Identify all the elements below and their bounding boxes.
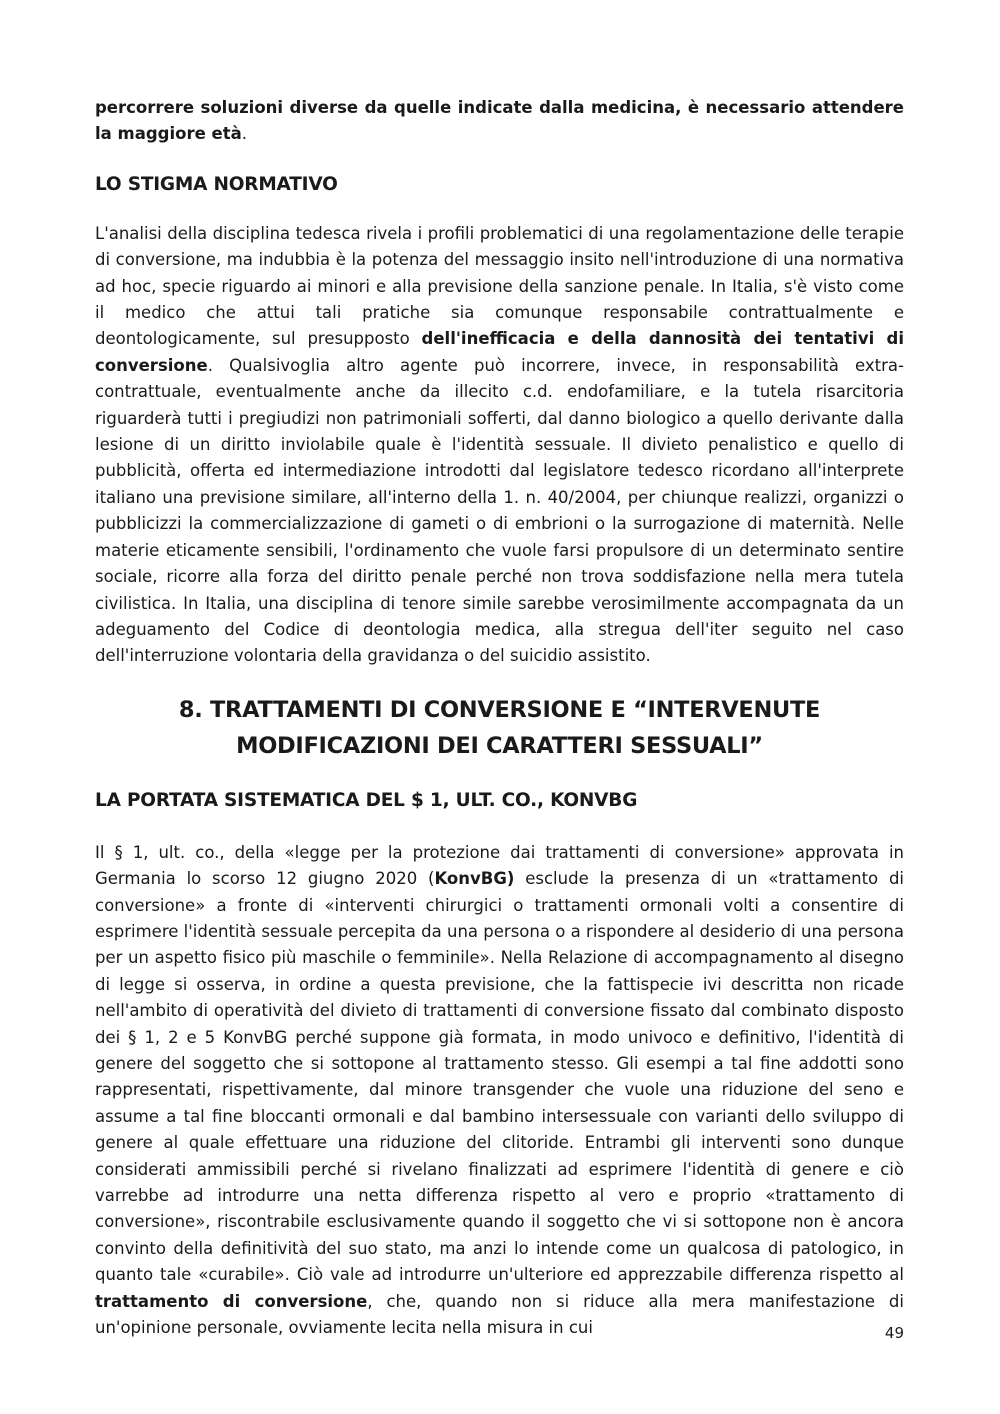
section-heading-konvbg: LA PORTATA SISTEMATICA DEL $ 1, ULT. CO., KONVBG — [95, 789, 638, 811]
emphasis-text: dell'inefficacia e della dannosità dei tentativi di conversione — [95, 329, 904, 375]
paragraph-stigma — [95, 221, 904, 670]
paragraph-text: Il § 1, ult. co., della «legge per la protezione dai trattamenti di conversione» approvata in Germania lo scorso 12 giugno 2020 ( — [95, 842, 904, 889]
paragraph-text: esclude la presenza di un «trattamento di conversione» a fronte di «interventi chirurgici o trattamenti ormonali volti a consentire di esprimere l'identità sessuale percepita da una persona o a rispondere al desiderio di una persona per un aspetto fisico più maschile o femminile». Nella Relazione di accompagnamento al disegno di legge si osserva, in ordine a questa previsione, che la fattispecie ivi descritta non ricade nell'ambito di operatività del divieto di trattamenti di conversione fissato dal combinato disposto dei § 1, 2 e 5 KonvBG perché suppone già formata, in modo univoco e definitivo, l'identità di genere del soggetto che si sottopone al trattamento stesso. Gli esempi a tal fine addotti sono rappresentati, rispettivamente, dal minore transgender che vuole una riduzione del seno e assume a tal fine bloccanti ormonali e dal bambino intersessuale con varianti dello sviluppo di genere al quale effettuare una riduzione del clitoride. Entrambi gli interventi sono dunque considerati ammissibili perché si rivelano finalizzati ad esprimere l'identità di genere e ciò varrebbe ad introdurre una netta differenza rispetto al vero e proprio «trattamento di conversione», riscontrabile esclusivamente quando il soggetto che vi si sottopone non è ancora convinto della definitività del suo stato, ma anzi lo intende come un qualcosa di patologico, in quanto tale «curabile». Ciò vale ad introdurre un'ulteriore ed apprezzabile differenza rispetto al — [95, 869, 904, 1285]
emphasis-text: KonvBG) — [434, 869, 515, 889]
paragraph-text: . Qualsivoglia altro agente può incorrere, invece, in responsabilità extra-contrattuale, eventualmente anche da illecito c.d. endofamiliare, e la tutela risarcitoria riguarderà tutti i pregiudizi non patrimoniali sofferti, dal danno biologico a quello derivante dalla lesione di un diritto inviolabile quale è l'identità sessuale. Il divieto penalistico e quello di pubblicità, offerta ed intermediazione introdotti dal legislatore tedesco ricordano all'interprete italiano una previsione similare, all'interno della 1. n. 40/2004, per chiunque realizzi, organizzi o pubblicizzi la commercializzazione di gameti o di embrioni o la surrogazione di maternità. Nelle materie eticamente sensibili, l'ordinamento che vuole farsi propulsore di un determinato sentire sociale, ricorre alla forza del diritto penale perché non trova soddisfazione nella mera tutela civilistica. In Italia, una disciplina di tenore simile sarebbe verosimilmente accompagnata da un adeguamento del Codice di deontologia medica, alla stregua dell'iter seguito nel caso dell'interruzione volontaria della gravidanza o del suicidio assistito. — [95, 355, 904, 666]
chapter-title-line1: 8. TRATTAMENTI DI CONVERSIONE E “INTERVENUTE — [178, 696, 821, 723]
section-heading-stigma: LO STIGMA NORMATIVO — [95, 173, 338, 195]
chapter-title-line2: MODIFICAZIONI DEI CARATTERI SESSUALI” — [236, 732, 763, 759]
emphasis-text: trattamento di conversione — [95, 1291, 368, 1311]
intro-end: . — [241, 124, 248, 144]
paragraph-text: , che, quando non si riduce alla mera manifestazione di un'opinione personale, ovviamente lecita nella misura in cui — [95, 1291, 904, 1338]
paragraph-konvbg — [95, 840, 904, 1342]
intro-bold-text: percorrere soluzioni diverse da quelle indicate dalla medicina, è necessario attendere la maggiore età — [95, 98, 904, 144]
paragraph-text: L'analisi della disciplina tedesca rivela i profili problematici di una regolamentazione delle terapie di conversione, ma indubbia è la potenza del messaggio insito nell'introduzione di una normativa ad hoc, specie riguardo ai minori e alla previsione della sanzione penale. In Italia, s'è visto come il medico che attui tali pratiche sia comunque responsabile contrattualmente e deontologicamente, sul presupposto — [95, 223, 904, 349]
document-page — [95, 95, 904, 1341]
chapter-title — [95, 692, 904, 764]
intro-paragraph — [95, 95, 904, 148]
page-number: 49 — [884, 1324, 904, 1342]
